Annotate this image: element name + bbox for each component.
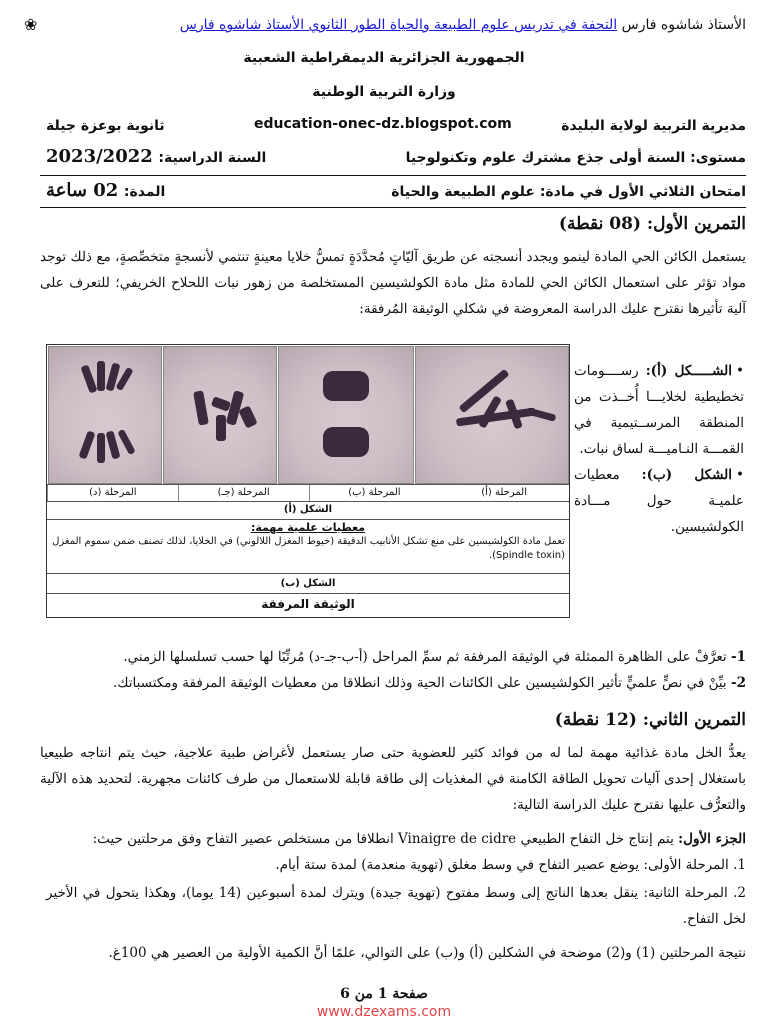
figure-b-caption: الشكل (ب) <box>47 575 569 594</box>
photo-phase-c <box>163 346 277 484</box>
website[interactable]: education-onec-dz.blogspot.com <box>254 116 512 132</box>
question-1 <box>40 644 746 670</box>
stage-2-text: المرحلة الثانية: ينقل بعدها الناتج إلى وسط مفتوح (تهوية جيدة) ويترك لمدة أسبوعين (14 يوما)، وهكذا يتحول في الأخير لخل التفاح. <box>46 885 746 927</box>
stage-2-number: 2. <box>733 885 746 901</box>
footer-url[interactable]: www.dzexams.com <box>316 1004 452 1020</box>
side-a-text: رســــومات تخطيطية لخلايـــا أُخــذت من المنطقة المرســتيمية في القمـــة النـاميـــة لساق نبات. <box>574 363 744 457</box>
level: مستوى: السنة أولى جذع مشترك علوم وتكنولوجيا <box>405 150 746 166</box>
header-rule-2 <box>40 207 746 208</box>
school-name: ثانوية بوعزة جيلة <box>46 118 165 134</box>
figure-document <box>46 344 570 618</box>
exam-title: امتحان الثلاثي الأول في مادة: علوم الطبيعة والحياة <box>391 184 746 200</box>
photo-phase-a <box>415 346 569 484</box>
exercise2-title: التمرين الثاني: (12 نقطة) <box>554 710 746 730</box>
top-banner <box>24 12 746 38</box>
part1-label: الجزء الأول: <box>678 831 746 847</box>
figure-side-description <box>574 358 744 540</box>
question-2-number: 2- <box>730 675 746 691</box>
document-caption: الوثيقة المرفقة <box>261 597 355 611</box>
exercise1-intro: يستعمل الكائن الحي المادة لينمو ويجدد أنسجته عن طريق آليّاتٍ مُحدَّدَةٍ تمسُّ خلايا معينةٍ تنتمي لأنسجةٍ متخصِّصةٍ، مع ذلك توجد مواد تؤثر على استعمال الكائن الحي للمادة مثل مادة الكولشيسين المستخلصة من زهور نبات اللحلاح الخريفي؛ للتعرف على آلية تأثيرها نقترح عليك الدراسة المعروضة في شكلي الوثيقة المُرفقة: <box>40 249 746 317</box>
ministry-title: وزارة التربية الوطنية <box>312 84 456 100</box>
school-year-label: السنة الدراسية: <box>158 150 267 166</box>
republic-title: الجمهورية الجزائرية الديمقراطية الشعبية <box>243 50 525 66</box>
stage-1 <box>46 852 746 878</box>
exercise2-intro: يعدُّ الخل مادة غذائية مهمة لما له من فوائد كثير للعضوية حتى صار يستعمل لأغراض طبية علاجية، حيث يتم انتاجه طبيعيا باستغلال إحدى آليات تحويل الطاقة الكامنة في المغذيات إلى طاقة قابلة للاستعمال من طرف كائنات مجهرية. لتحديد هذه الآلية والتعرُّف عليها نقترح عليك الدراسة التالية: <box>40 745 746 813</box>
phase-label-a: المرحلة (أ) <box>481 487 527 498</box>
side-a-label: الشـــــكل (أ): <box>645 363 732 379</box>
phase-labels <box>47 484 569 502</box>
page-number: صفحة 1 من 6 <box>340 986 428 1002</box>
duration <box>46 180 165 201</box>
side-b-text: معطيات علميـة حول مـــادة الكولشيسين. <box>574 467 744 535</box>
duration-label: المدة: <box>123 184 166 200</box>
scientific-data-box <box>47 520 569 574</box>
flower-icon: ❀ <box>24 15 38 34</box>
stage-2 <box>46 880 746 932</box>
question-1-number: 1- <box>730 649 746 665</box>
phase-label-c: المرحلة (جـ) <box>178 485 309 501</box>
side-b-label: الشكل (ب): <box>641 467 732 483</box>
stage-1-text: المرحلة الأولى: يوضع عصير التفاح في وسط مغلق (تهوية منعدمة) لمدة ستة أيام. <box>275 857 729 873</box>
side-item-a: •الشـــــكل (أ): رســــومات تخطيطية لخلايـــا أُخــذت من المنطقة المرســتيمية في القمـــة النـاميـــة لساق نبات. <box>574 363 744 457</box>
figure-a-caption: الشكل (أ) <box>47 501 569 520</box>
banner-link[interactable]: التحفة في تدريس علوم الطبيعة والحياة الطور الثانوي الأستاذ شاشوه فارس <box>179 17 618 33</box>
exercise1-title: التمرين الأول: (08 نقطة) <box>558 214 746 234</box>
phase-label-b: المرحلة (ب) <box>309 485 440 501</box>
school-year-value: 2023/2022 <box>46 146 153 167</box>
question-2-text: بيِّنْ في نصٍّ علميٍّ تأثير الكولشيسين على الكائنات الحية وذلك انطلاقا من معطيات الوثيقة المرفقة ومكتسباتك. <box>113 675 727 691</box>
header-rule-1 <box>40 175 746 176</box>
scientific-data-title: معطيات علمية مهمة: <box>250 521 366 534</box>
question-1-text: تعرَّفْ على الظاهرة الممثلة في الوثيقة المرفقة ثم سمِّ المراحل (أ-ب-جـ-د) مُرتِّبًا لها حسب تسلسلها الزمني. <box>123 649 727 665</box>
stages-result: نتيجة المرحلتين (1) و(2) موضحة في الشكلين (أ) و(ب) على التوالي، علمًا أنَّ الكمية الأولية من العصير هي 100غ. <box>108 945 746 961</box>
banner-teacher: الأستاذ شاشوه فارس <box>621 17 746 33</box>
directorate: مديرية التربية لولاية البليدة <box>561 118 746 134</box>
side-item-b: •الشكل (ب): معطيات علميـة حول مـــادة الكولشيسين. <box>574 467 744 535</box>
banner-text <box>180 17 746 33</box>
part1-text: يتم إنتاج خل التفاح الطبيعي Vinaigre de cidre انطلاقا من مستخلص عصير التفاح وفق مرحلتين حيث: <box>92 831 674 847</box>
part1 <box>40 826 746 852</box>
photo-phase-d <box>48 346 162 484</box>
phase-label-d: المرحلة (د) <box>47 485 178 501</box>
school-year <box>46 146 266 167</box>
scientific-data-text: تعمل مادة الكولشيسين على منع تشكل الأنابيب الدقيقة (خيوط المغزل اللالوني) في الخلايا، لذلك تصنف ضمن سموم المغزل (Spindle toxin). <box>52 536 565 561</box>
question-2 <box>40 670 746 696</box>
duration-value: 02 ساعة <box>46 180 119 201</box>
stage-1-number: 1. <box>733 857 746 873</box>
photo-phase-b <box>278 346 414 484</box>
